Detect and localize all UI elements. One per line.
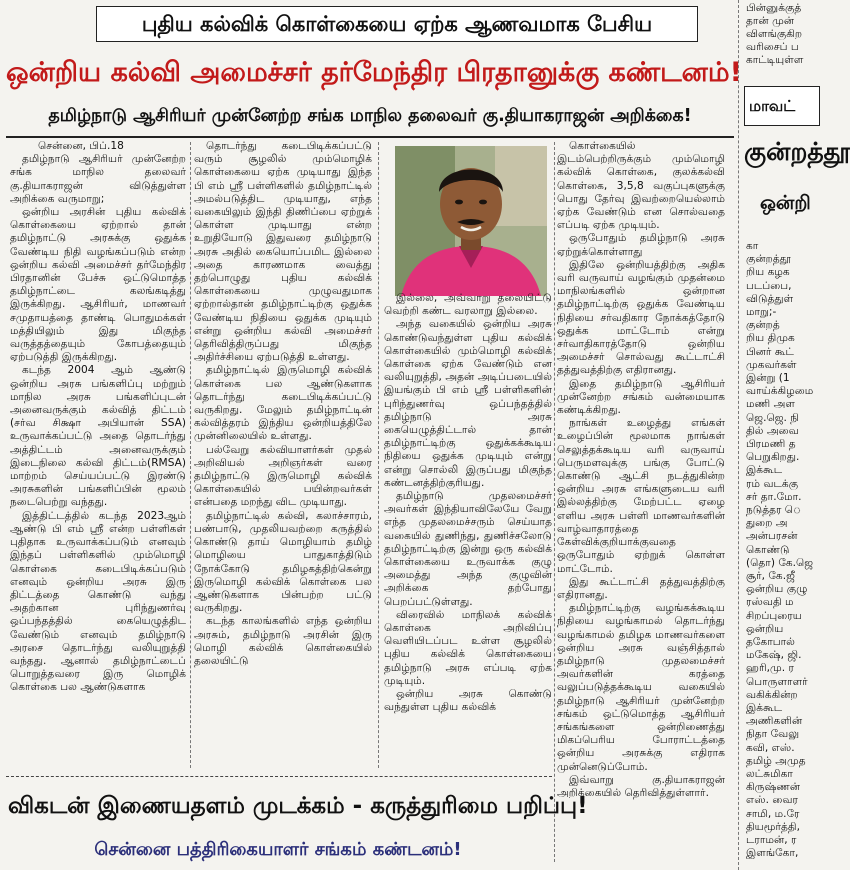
adjacent-text-line: இக்கூட bbox=[746, 702, 783, 714]
column-divider bbox=[378, 142, 379, 768]
page-column-divider bbox=[738, 0, 739, 870]
paragraph: பல்வேறு கல்வியாளர்கள் முதல் அறிவியல் அறிஞர்கள் வரை தமிழ்நாட்டு இருமொழி கல்விக் கொள்கையில் பயின்றவர்கள் என்பதை மறந்து விட முடியாது. bbox=[194, 443, 372, 509]
dateline: சென்னை, பிப்.18 bbox=[38, 140, 124, 152]
kicker-banner: புதிய கல்விக் கொள்கையை ஏற்க ஆணவமாக பேசிய bbox=[96, 6, 698, 42]
adjacent-text-line: டராமன், ர bbox=[746, 834, 797, 846]
adjacent-text-line: ஒன்றிய குழு bbox=[746, 583, 808, 596]
second-story-subheadline: சென்னை பத்திரிகையாளர் சங்கம் கண்டனம்! bbox=[94, 839, 462, 860]
adjacent-text-line: ரம் வடக்கு bbox=[746, 477, 799, 490]
second-story-headline: விகடன் இணையதளம் முடக்கம் - கருத்துரிமை பறிப்பு! bbox=[8, 793, 588, 819]
paragraph: அந்த வகையில் ஒன்றிய அரசு கொண்டுவந்துள்ள புதிய கல்விக் கொள்கையில் மும்மொழி கல்விக் கொள்கை ஏற்க வேண்டும் என வலியுறுத்தி, அதன் அடிப்படையில் இயங்கும் பி எம் ஸ்ரீ பள்ளிகளின் புரிந்துணர்வு ஒப்பந்தத்தில் தமிழ்நாடு அரசு கையெழுத்திட்டால் தான் தமிழ்நாட்டிற்கு ஒதுக்கக்கூடிய நிதியை ஒதுக்க முடியும் என்று என்று சொல்லி இருப்பது மிகுந்த கண்டனத்திற்குரியது. bbox=[384, 318, 552, 489]
column-divider bbox=[190, 142, 191, 768]
main-headline: ஒன்றிய கல்வி அமைச்சர் தர்மேந்திர பிரதானுக்கு கண்டனம்! bbox=[6, 57, 742, 88]
paragraph: இவ்வாறு கு.தியாகராஜன் அறிக்கையில் தெரிவித்துள்ளார். bbox=[557, 773, 725, 799]
adjacent-text-line: கா bbox=[746, 240, 759, 252]
adjacent-article-column bbox=[742, 0, 850, 870]
article-column-4 bbox=[557, 140, 725, 862]
adjacent-text-line: சாமி, ம.ரே bbox=[746, 807, 800, 820]
adjacent-text-line: ஜெ.ஜெ. நி bbox=[746, 411, 800, 424]
paragraph: கடந்த 2004 ஆம் ஆண்டு ஒன்றிய அரசு பங்களிப்பு மற்றும் மாநில அரசு பங்களிப்புடன் அனைவருக்கும் கல்வித் திட்டம் (சர்வ சிக்ஷா அபியான் SSA) உருவாக்கப்பட்டு அதை தொடர்ந்து அத்திட்டம் அனைவருக்கும் இடைநிலை கல்வி திட்டம்(RMSA) மாற்றம் செய்யப்பட்டு இரண்டு அரசுகளின் பங்களிப்பின் மூலம் நடைபெற்று வந்தது. bbox=[10, 364, 186, 509]
paragraph: இல்லை, அவ்வாறு தலையிட்டு வெற்றி கண்ட வரலாறு இல்லை. bbox=[384, 292, 552, 318]
adjacent-text-line: எஸ். வைர bbox=[746, 794, 799, 807]
adjacent-text-line: லட்சுமிகா bbox=[746, 768, 793, 780]
adjacent-text-line: குன்றத்தூ bbox=[746, 253, 791, 266]
adjacent-text-line: மாறு;- bbox=[746, 306, 777, 318]
adjacent-text-line: விடுத்துள் bbox=[746, 292, 794, 305]
adjacent-text-line: (தொ) கே.ஜெ bbox=[746, 556, 814, 569]
main-subheadline: தமிழ்நாடு ஆசிரியர் முன்னேற்ற சங்க மாநில தலைவர் கு.தியாகராஜன் அறிக்கை! bbox=[48, 106, 692, 126]
adjacent-text-line: பிரமணி த bbox=[746, 438, 796, 450]
paragraph: ஒன்றிய அரசு கொண்டு வந்துள்ள புதிய கல்விக் bbox=[384, 688, 552, 714]
paragraph: தொடர்ந்து கடைபிடிக்கப்பட்டு வரும் சூழலில் மும்மொழிக் கொள்கையை ஏற்க முடியாது இந்த பி எம் ஸ்ரீ பள்ளிகளில் தமிழ்நாட்டில் அமல்படுத்திட முடியாது, எந்த வகையிலும் இந்தி திணிப்பை ஏற்றுக் கொள்ள முடியாது என்ற உறுதியோடு இதுவரை தமிழ்நாடு அரசு அதில் கையொப்பமிட இல்லை அதை காரணமாக வைத்து தற்பொழுது புதிய கல்விக் கொள்கையை முழுவதுமாக ஏற்றால்தான் தமிழ்நாட்டிற்கு ஒதுக்க வேண்டிய நிதியை ஒதுக்க முடியும் என்று ஒன்றிய கல்வி அமைச்சர் தெரிவித்திருப்பது மிகுந்த அதிர்ச்சியை ஏற்படுத்தி உள்ளது. bbox=[194, 140, 372, 364]
adjacent-text-line: நடுத்தர ெ bbox=[746, 504, 802, 516]
adjacent-text-line: ரஸ்வதி ம bbox=[746, 596, 794, 609]
paragraph: தமிழ்நாடு முதலமைச்சர் அவர்கள் இந்தியாவிலேயே வேறு எந்த முதலமைச்சரும் செய்யாத வகையில் துணிந்து, துணிச்சலோடு தமிழ்நாட்டிற்கு இன்று ஒரு கல்விக் கொள்கையை உருவாக்க குழு அமைத்து அந்த குழுவின் அறிக்கை தற்போது பெறப்பட்டுள்ளது. bbox=[384, 490, 552, 608]
paragraph: ஒன்றிய அரசின் புதிய கல்விக் கொள்கையை ஏற்றால் தான் தமிழ்நாட்டு அரசுக்கு ஒதுக்க வேண்டிய நிதி வழங்கப்படும் என்ற ஒன்றிய கல்வி அமைச்சர் தர்மேந்திர பிரதானின் பேச்சு ஒட்டுமொத்த தமிழ்நாட்டை கலங்கடித்து இருக்கிறது. ஆசிரியர், மாணவர் சமுதாயத்தை தாண்டி பொதுமக்கள் மத்தியிலும் இது மிகுந்த வருத்தத்தையும் கோபத்தையும் ஏற்படுத்தி இருக்கிறது. bbox=[10, 206, 186, 364]
adjacent-text-line: இன்று (1 bbox=[746, 372, 790, 384]
adjacent-headline: குன்றத்தூ bbox=[744, 137, 850, 166]
adjacent-text-line: தகோபால் bbox=[746, 636, 795, 648]
headline-rule bbox=[6, 136, 734, 138]
article-column-3 bbox=[384, 292, 552, 770]
adjacent-text-line: பின்னுக்குத் bbox=[746, 2, 802, 14]
paragraph: நாங்கள் உழைத்து எங்கள் உழைப்பின் மூலமாக நாங்கள் செலுத்தக்கூடிய வரி வருவாய் பெருமளவுக்கு பங்கு போட்டு கொண்டு ஆட்சி நடத்துகின்ற ஒன்றிய அரசு எங்களுடைய வரி இல்லத்திற்கு மேற்பட்ட ஏழை எளிய அரசு பள்ளி மாணவர்களின் வாழ்வாதாரத்தை கேள்விக்குறியாக்குவதை ஒருபோதும் ஏற்றுக் கொள்ள மாட்டோம். bbox=[557, 417, 725, 575]
adjacent-text-line: தியமூர்த்தி, bbox=[746, 820, 800, 833]
column-divider bbox=[554, 142, 555, 862]
adjacent-text-line: தமிழ் அமுத bbox=[746, 754, 806, 767]
adjacent-text-line: குன்றத் bbox=[746, 319, 780, 332]
adjacent-text-line: பெறுகிறது. bbox=[746, 451, 800, 464]
adjacent-text-line: ஒன்றிய bbox=[746, 622, 784, 635]
adjacent-text-line: முகவர்கள் bbox=[746, 358, 797, 371]
adjacent-text-line: படப்பை, bbox=[746, 279, 792, 292]
paragraph: இதை தமிழ்நாடு ஆசிரியர் முன்னேற்ற சங்கம் வன்மையாக கண்டிக்கிறது. bbox=[557, 377, 725, 417]
adjacent-text-line: வாய்க்கிழமை bbox=[746, 385, 814, 398]
paragraph: இத்திட்டத்தில் கடந்த 2023ஆம் ஆண்டு பி எம் ஸ்ரீ என்ற பள்ளிகள் புதிதாக உருவாக்கப்படும் எனவும் இந்தப் பள்ளிகளில் மும்மொழி கொள்கை கடைபிடிக்கப்படும் எனவும் ஒன்றிய அரசு இரு திட்டத்தை கொண்டு வந்து அதற்கான புரிந்துணர்வு ஒப்பந்தத்தில் கையெழுத்திட வேண்டும் எனவும் தமிழ்நாடு அரசை தொடர்ந்து வலியுறுத்தி வந்தது. ஆனால் தமிழ்நாட்டைப் பொறுத்தவரை இரு மொழிக் கொள்கை பல ஆண்டுகளாக bbox=[10, 509, 186, 694]
adjacent-text-line: வகிக்கின்ற bbox=[746, 688, 798, 701]
adjacent-text-line: றிய திமுக bbox=[746, 332, 795, 345]
adjacent-text-line: துறை அ bbox=[746, 517, 788, 530]
article-column-1 bbox=[10, 140, 186, 770]
adjacent-subheadline: ஒன்றி bbox=[760, 192, 811, 214]
adjacent-text-line: அன்பரசன் bbox=[746, 530, 798, 543]
adjacent-text-line: ஹரி,மு. ர bbox=[746, 662, 794, 675]
adjacent-text-line: மகேஷ், ஜி. bbox=[746, 649, 802, 662]
adjacent-text-line: நிதா வேலு bbox=[746, 728, 800, 741]
paragraph: தமிழ்நாடு ஆசிரியர் முன்னேற்ற சங்க மாநில தலைவர் கு.தியாகராஜன் விடுத்துள்ள அறிக்கை வருமாறு; bbox=[10, 153, 186, 205]
adjacent-text-line: கொண்டு bbox=[746, 543, 790, 556]
paragraph: இது கூட்டாட்சி தத்துவத்திற்கு எதிரானது. bbox=[557, 575, 725, 601]
article-column-2 bbox=[194, 140, 372, 770]
paragraph: தமிழ்நாட்டிற்கு வழங்கக்கூடிய நிதியை வழங்காமல் தொடர்ந்து வழங்காமல் தமிழக மாணவர்களை ஒன்றிய அரசு வஞ்சித்தால் தமிழ்நாடு முதலமைச்சர் அவர்களின் கரத்தை வலுப்படுத்தக்கூடிய வகையில் தமிழ்நாடு ஆசிரியர் முன்னேற்ற சங்கம் ஒட்டுமொத்த ஆசிரியர் சங்கங்களை ஒன்றிணைத்து மிகப்பெரிய போராட்டத்தை ஒன்றிய அரசுக்கு எதிராக முன்னெடுப்போம். bbox=[557, 602, 725, 773]
adjacent-text-line: பினர் கூட் bbox=[746, 345, 794, 358]
paragraph: கொள்கையில் இடம்பெற்றிருக்கும் மும்மொழி கல்விக் கொள்கை, குலக்கல்வி கொள்கை, 3,5,8 வகுப்புகளுக்கு பொது தேர்வு இவற்றையெல்லாம் ஏற்க வேண்டும் என சொல்வதை எப்படி ஏற்க முடியும். bbox=[557, 140, 725, 232]
paragraph: இதிலே ஒன்றியத்திற்கு அதிக வரி வருவாய் வழங்கும் முதன்மை மாநிலங்களில் ஒன்றான தமிழ்நாட்டிற்கு ஒதுக்க வேண்டிய நிதியை சர்வதிகார நோக்கத்தோடு ஒதுக்க மாட்டோம் என்று சர்வாதிகாரத்தோடு ஒன்றிய அமைச்சர் சொல்வது கூட்டாட்சி தத்துவத்திற்கு எதிரானது. bbox=[557, 258, 725, 377]
paragraph: தமிழ்நாட்டில் கல்வி, கலாச்சாரம், பண்பாடு, முதலியவற்றை கருத்தில் கொண்டு தாய் மொழியாம் தமிழ் மொழியை பாதுகாத்திடும் நோக்கோடு தமிழகத்திற்கென்று இருமொழி கல்விக் கொள்கை பல ஆண்டுகளாக பின்பற்ற பட்டு வருகிறது. bbox=[194, 509, 372, 615]
adjacent-text-line: கவி, எஸ். bbox=[746, 741, 795, 754]
adjacent-text-line: சூர், கே.ஜீ bbox=[746, 570, 795, 582]
adjacent-text-line: தில் அவை bbox=[746, 424, 799, 437]
adjacent-text-line: தான் முன் bbox=[746, 15, 795, 27]
author-portrait-photo bbox=[395, 146, 547, 296]
adjacent-text-line: சிறப்புரைய bbox=[746, 609, 802, 622]
adjacent-section-box: மாவட் bbox=[744, 86, 820, 126]
adjacent-text-line: றிய கழக bbox=[746, 266, 790, 279]
adjacent-text-line: காட்டியுள்ள bbox=[746, 54, 804, 66]
adjacent-text-line: சர் தா.மோ. bbox=[746, 490, 802, 503]
adjacent-text-line: இக்கூட bbox=[746, 464, 783, 477]
adjacent-text-line: இளங்கோ, bbox=[746, 847, 799, 860]
story-divider bbox=[6, 776, 552, 777]
paragraph: விரைவில் மாநிலக் கல்விக் கொள்கை அறிவிப்பு வெளியிடப்பட உள்ள சூழலில் புதிய கல்விக் கொள்கையை தமிழ்நாடு அரசு எப்படி ஏற்க முடியும். bbox=[384, 608, 552, 687]
adjacent-text-line: அணிகளின் bbox=[746, 715, 803, 728]
paragraph: ஒருபோதும் தமிழ்நாடு அரசு ஏற்றுக்கொள்ளாது bbox=[557, 232, 725, 258]
adjacent-text-line: மணி அள bbox=[746, 398, 795, 411]
portrait-illustration bbox=[395, 146, 547, 296]
paragraph: கடந்த காலங்களில் எந்த ஒன்றிய அரசும், தமிழ்நாடு அரசின் இரு மொழி கல்விக் கொள்கையில் தலையிட்டு bbox=[194, 615, 372, 667]
adjacent-text-line: விளங்குகிற bbox=[746, 28, 803, 40]
adjacent-text-line: பொருளாளர் bbox=[746, 675, 808, 688]
adjacent-text-line: வரிசைப் ப bbox=[746, 41, 799, 53]
paragraph: தமிழ்நாட்டில் இருமொழி கல்விக் கொள்கை பல ஆண்டுகளாக தொடர்ந்து கடைபிடிக்கப்பட்டு வருகிறது. மேலும் தமிழ்நாட்டின் கல்வித்தரம் இந்திய ஒன்றியத்திலே முன்னிலையில் உள்ளது. bbox=[194, 364, 372, 443]
adjacent-text-line: கிருஷ்ணன் bbox=[746, 781, 801, 794]
